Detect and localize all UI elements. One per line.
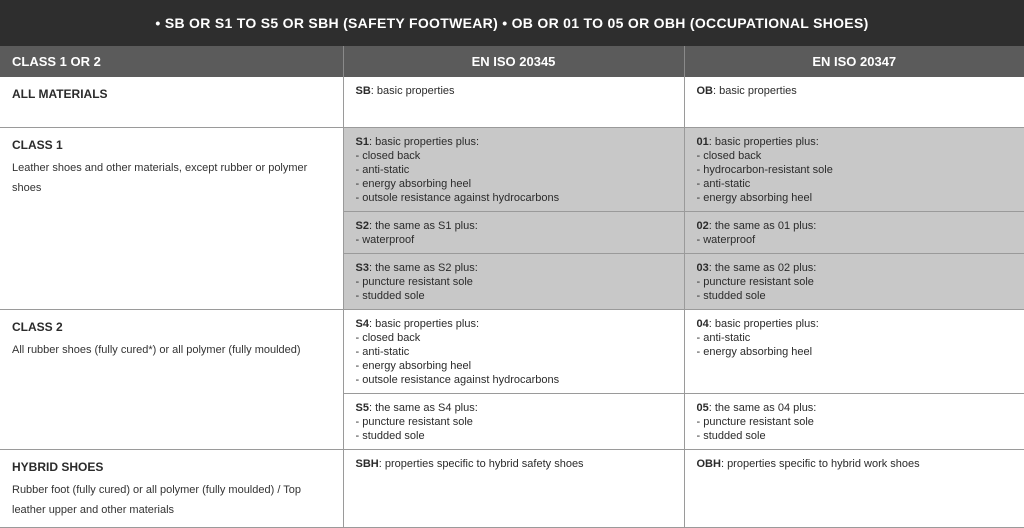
cell-class1-label bbox=[0, 128, 343, 310]
s3-item: - puncture resistant sole bbox=[355, 276, 473, 288]
cell-sbh bbox=[343, 450, 684, 528]
s1-item: - anti-static bbox=[355, 164, 410, 176]
code-02: 02 bbox=[696, 220, 709, 232]
s3-text: : the same as S2 plus: bbox=[368, 262, 478, 274]
code-01: 01 bbox=[696, 136, 709, 148]
cell-05 bbox=[684, 394, 1024, 450]
row-class2-s4 bbox=[0, 310, 1024, 394]
cell-sb bbox=[343, 77, 684, 128]
row-hybrid bbox=[0, 450, 1024, 528]
code-04: 04 bbox=[696, 318, 709, 330]
01-item: - closed back bbox=[696, 150, 762, 162]
03-text: : the same as 02 plus: bbox=[708, 262, 817, 274]
code-s5: S5 bbox=[355, 402, 369, 414]
cell-s4 bbox=[343, 310, 684, 394]
s5-item: - studded sole bbox=[355, 430, 425, 442]
row-description: Leather shoes and other materials, except rubber or polymer shoes bbox=[12, 162, 308, 194]
code-sb: SB bbox=[355, 85, 371, 97]
cell-01 bbox=[684, 128, 1024, 212]
code-s3: S3 bbox=[355, 262, 369, 274]
row-all-materials bbox=[0, 77, 1024, 128]
s1-item: - energy absorbing heel bbox=[355, 178, 472, 190]
ob-text: : basic properties bbox=[713, 85, 797, 97]
cell-s1 bbox=[343, 128, 684, 212]
cell-s5 bbox=[343, 394, 684, 450]
code-s1: S1 bbox=[355, 136, 369, 148]
banner-title: • SB OR S1 TO S5 OR SBH (SAFETY FOOTWEAR) • OB OR 01 TO 05 OR OBH (OCCUPATIONAL SHOES) bbox=[0, 0, 1024, 46]
02-item: - waterproof bbox=[696, 234, 756, 246]
cell-all-materials-label bbox=[0, 77, 343, 128]
header-en-iso-20345: EN ISO 20345 bbox=[343, 46, 684, 77]
row-title: ALL MATERIALS bbox=[12, 87, 108, 101]
s3-item: - studded sole bbox=[355, 290, 425, 302]
02-text: : the same as 01 plus: bbox=[708, 220, 817, 232]
row-title: CLASS 2 bbox=[12, 320, 63, 334]
s4-item: - closed back bbox=[355, 332, 421, 344]
cell-04 bbox=[684, 310, 1024, 394]
row-title: HYBRID SHOES bbox=[12, 460, 104, 474]
s2-item: - waterproof bbox=[355, 234, 415, 246]
code-obh: OBH bbox=[696, 458, 721, 470]
s1-item: - closed back bbox=[355, 150, 421, 162]
cell-s2 bbox=[343, 212, 684, 254]
row-class1-s1 bbox=[0, 128, 1024, 212]
05-text: : the same as 04 plus: bbox=[708, 402, 817, 414]
s4-item: - anti-static bbox=[355, 346, 410, 358]
04-item: - energy absorbing heel bbox=[696, 346, 813, 358]
s5-item: - puncture resistant sole bbox=[355, 416, 473, 428]
sb-text: : basic properties bbox=[370, 85, 455, 97]
s4-text: : basic properties plus: bbox=[368, 318, 480, 330]
code-s2: S2 bbox=[355, 220, 369, 232]
row-description: Rubber foot (fully cured) or all polymer (fully moulded) / Top leather upper and other materials bbox=[12, 484, 301, 516]
01-text: : basic properties plus: bbox=[708, 136, 819, 148]
s1-item: - outsole resistance against hydrocarbons bbox=[355, 192, 560, 204]
cell-03 bbox=[684, 254, 1024, 310]
cell-class2-label bbox=[0, 310, 343, 450]
01-item: - hydrocarbon-resistant sole bbox=[696, 164, 833, 176]
header-row bbox=[0, 46, 1024, 77]
s4-item: - outsole resistance against hydrocarbons bbox=[355, 374, 560, 386]
code-s4: S4 bbox=[355, 318, 369, 330]
row-description: All rubber shoes (fully cured*) or all polymer (fully moulded) bbox=[12, 344, 301, 356]
04-item: - anti-static bbox=[696, 332, 751, 344]
03-item: - puncture resistant sole bbox=[696, 276, 814, 288]
05-item: - studded sole bbox=[696, 430, 766, 442]
cell-obh bbox=[684, 450, 1024, 528]
code-05: 05 bbox=[696, 402, 709, 414]
standards-table bbox=[0, 46, 1024, 528]
code-ob: OB bbox=[696, 85, 713, 97]
03-item: - studded sole bbox=[696, 290, 766, 302]
s2-text: : the same as S1 plus: bbox=[368, 220, 478, 232]
row-title: CLASS 1 bbox=[12, 138, 63, 152]
s1-text: : basic properties plus: bbox=[368, 136, 480, 148]
04-text: : basic properties plus: bbox=[708, 318, 819, 330]
header-class: CLASS 1 OR 2 bbox=[0, 46, 343, 77]
cell-hybrid-label bbox=[0, 450, 343, 528]
sbh-text: : properties specific to hybrid safety shoes bbox=[378, 458, 584, 470]
cell-ob bbox=[684, 77, 1024, 128]
header-en-iso-20347: EN ISO 20347 bbox=[684, 46, 1024, 77]
code-sbh: SBH bbox=[355, 458, 379, 470]
05-item: - puncture resistant sole bbox=[696, 416, 814, 428]
obh-text: : properties specific to hybrid work shoes bbox=[720, 458, 920, 470]
01-item: - energy absorbing heel bbox=[696, 192, 813, 204]
code-03: 03 bbox=[696, 262, 709, 274]
cell-02 bbox=[684, 212, 1024, 254]
cell-s3 bbox=[343, 254, 684, 310]
s4-item: - energy absorbing heel bbox=[355, 360, 472, 372]
s5-text: : the same as S4 plus: bbox=[368, 402, 478, 414]
01-item: - anti-static bbox=[696, 178, 751, 190]
